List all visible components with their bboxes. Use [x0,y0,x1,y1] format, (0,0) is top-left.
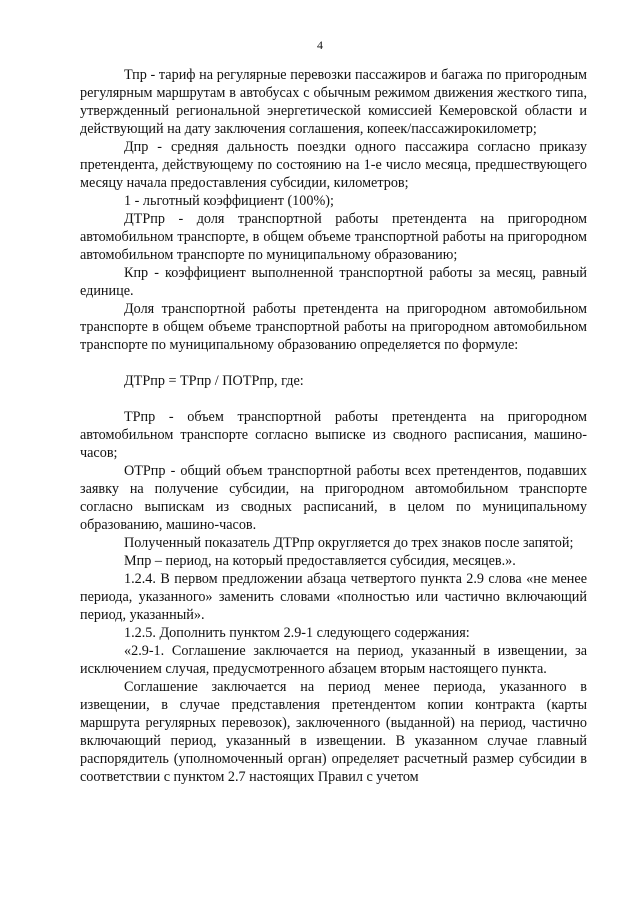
page-number: 4 [317,38,323,52]
paragraph-2-9-1: «2.9-1. Соглашение заключается на период, указанный в извещении, за исключением случая, предусмотренного абзацем вторым настоящего пункта. [80,643,587,677]
paragraph-distance: Дпр - средняя дальность поездки одного пассажира согласно приказу претендента, действующему по состоянию на 1-е число месяца, предшествующего месяцу начала предоставления субсидии, километров; [80,139,587,191]
paragraph-coefficient: 1 - льготный коэффициент (100%); [124,193,334,209]
paragraph-otrpr: ОТРпр - общий объем транспортной работы всех претендентов, подавших заявку на получение субсидии, на пригородном автомобильном транспорте согласно выпискам из сводных расписаний, в целом по муниципальному образованию, машино-часов. [80,463,587,533]
paragraph-kpr: Кпр - коэффициент выполненной транспортной работы за месяц, равный единице. [80,265,587,299]
paragraph-share-formula-intro: Доля транспортной работы претендента на пригородном автомобильном транспорте в общем объеме транспортной работы на пригородном автомобильном транспорте по муниципальному образованию определяется по формуле: [80,301,587,353]
paragraph-trpr: ТРпр - объем транспортной работы претендента на пригородном автомобильном транспорте согласно выписке из сводного расписания, машино-часов; [80,409,587,461]
formula: ДТРпр = ТРпр / ПОТРпр, где: [124,373,304,389]
paragraph-share: ДТРпр - доля транспортной работы претендента на пригородном автомобильном транспорте, в общем объеме транспортной работы на пригородном автомобильном транспорте по муниципальному образованию; [80,211,587,263]
paragraph-rounding: Полученный показатель ДТРпр округляется до трех знаков после запятой; [124,535,574,551]
paragraph-1-2-5: 1.2.5. Дополнить пунктом 2.9-1 следующего содержания: [124,625,470,641]
paragraph-1-2-4: 1.2.4. В первом предложении абзаца четвертого пункта 2.9 слова «не менее периода, указанного» заменить словами «полностью или частично включающий период, указанный». [80,571,587,623]
document-body [80,66,587,786]
paragraph-agreement-period: Соглашение заключается на период менее периода, указанного в извещении, в случае представления претендентом копии контракта (карты маршрута регулярных перевозок), заключенного (выданной) на период, частично включающий период, указанный в извещении. В указанном случае главный распорядитель (уполномоченный орган) определяет расчетный размер субсидии в соответствии с пунктом 2.7 настоящих Правил с учетом [80,679,587,785]
paragraph-tariff: Тпр - тариф на регулярные перевозки пассажиров и багажа по пригородным регулярным маршрутам в автобусах с обычным режимом движения жесткого типа, утвержденный региональной энергетической комиссией Кемеровской области и действующий на дату заключения соглашения, копеек/пассажирокилометр; [80,67,587,137]
paragraph-period: Мпр – период, на который предоставляется субсидия, месяцев.». [124,553,516,569]
